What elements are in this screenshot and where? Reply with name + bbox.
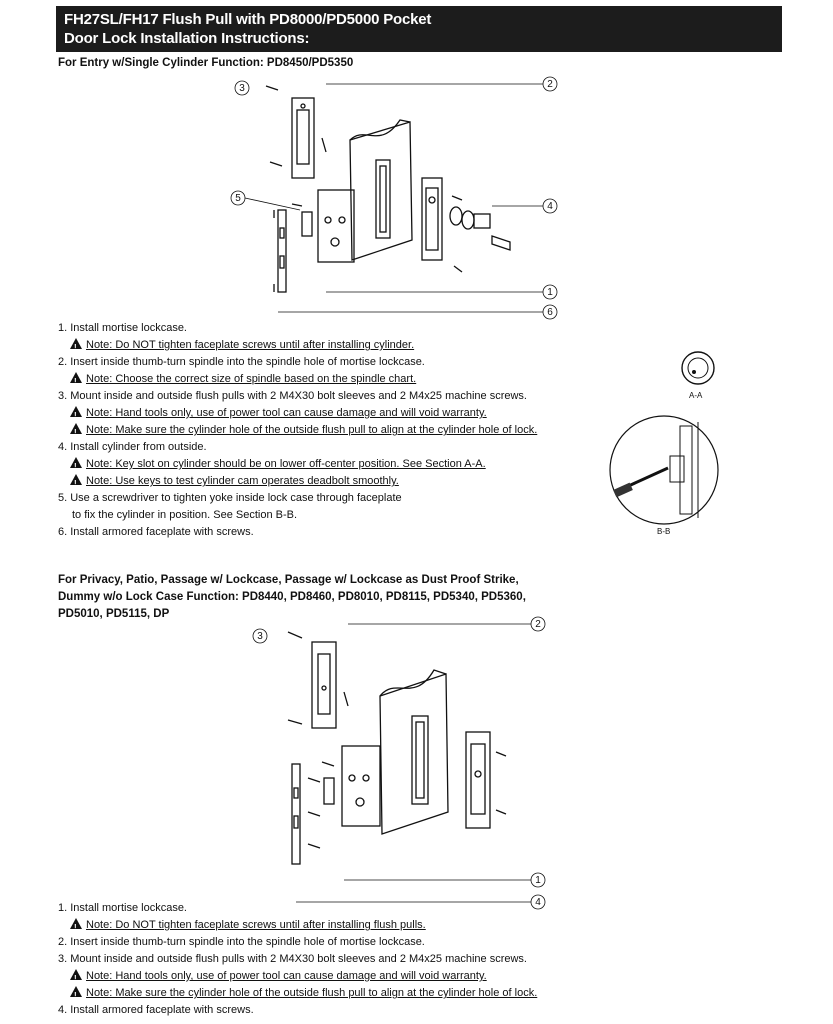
s2-callout-2: 2: [535, 619, 541, 630]
callout-6: 6: [547, 307, 553, 318]
warning-icon: [70, 918, 82, 929]
warning-icon: [70, 474, 82, 485]
section1-steps: [58, 320, 618, 540]
section1-exploded-diagram: [230, 70, 570, 320]
title-line-1: FH27SL/FH17 Flush Pull with PD8000/PD5000 Pocket: [64, 11, 432, 28]
callout-5: 5: [235, 193, 241, 204]
s1-step-6: 6. Install armored faceplate with screws.: [58, 526, 254, 538]
s1-note-1: !Note: Do NOT tighten faceplate screws until after installing cylinder.: [70, 337, 414, 354]
s2-step-1: 1. Install mortise lockcase.: [58, 902, 187, 914]
warning-icon: [70, 406, 82, 417]
s1-step-5: 5. Use a screwdriver to tighten yoke inside lock case through faceplate: [58, 492, 402, 504]
warning-icon: [70, 423, 82, 434]
warning-icon: [70, 457, 82, 468]
section2-title-line-1: For Privacy, Patio, Passage w/ Lockcase, Passage w/ Lockcase as Dust Proof Strike,: [58, 574, 519, 586]
section2-title-line-3: PD5010, PD5115, DP: [58, 608, 170, 620]
warning-icon: [70, 372, 82, 383]
s1-step-2: 2. Insert inside thumb-turn spindle into the spindle hole of mortise lockcase.: [58, 356, 425, 368]
s1-step-5-cont: to fix the cylinder in position. See Section B-B.: [72, 509, 298, 521]
s1-step-1: 1. Install mortise lockcase.: [58, 322, 187, 334]
s2-note-2: !Note: Hand tools only, use of power tool can cause damage and will void warranty.: [70, 968, 487, 985]
s2-step-3: 3. Mount inside and outside flush pulls with 2 M4X30 bolt sleeves and 2 M4x25 machine screws.: [58, 953, 527, 965]
callout-4: 4: [547, 201, 553, 212]
s1-note-4: !Note: Make sure the cylinder hole of the outside flush pull to align at the cylinder hole of lock.: [70, 422, 537, 439]
section-bb-diagram: [606, 412, 722, 528]
s2-callout-1: 1: [535, 875, 541, 886]
warning-icon: [70, 986, 82, 997]
callout-1: 1: [547, 287, 553, 298]
section2-steps: [58, 900, 638, 1020]
s1-step-3: 3. Mount inside and outside flush pulls with 2 M4X30 bolt sleeves and 2 M4x25 machine screws.: [58, 390, 527, 402]
callout-3: 3: [239, 83, 245, 94]
s2-step-4: 4. Install armored faceplate with screws.: [58, 1004, 254, 1016]
s2-callout-3: 3: [257, 631, 263, 642]
s2-step-2: 2. Insert inside thumb-turn spindle into the spindle hole of mortise lockcase.: [58, 936, 425, 948]
s1-note-5: !Note: Key slot on cylinder should be on lower off-center position. See Section A-A.: [70, 456, 486, 473]
s1-note-2: !Note: Choose the correct size of spindle based on the spindle chart.: [70, 371, 416, 388]
s1-note-3: !Note: Hand tools only, use of power tool can cause damage and will void warranty.: [70, 405, 487, 422]
callout-2: 2: [547, 79, 553, 90]
section-aa-label: A-A: [689, 391, 703, 400]
warning-icon: [70, 338, 82, 349]
warning-icon: [70, 969, 82, 980]
s1-step-4: 4. Install cylinder from outside.: [58, 441, 207, 453]
s2-callout-4: 4: [535, 897, 541, 908]
section-aa-diagram: [678, 348, 718, 388]
section2-title-line-2: Dummy w/o Lock Case Function: PD8440, PD8460, PD8010, PD8115, PD5340, PD5360,: [58, 591, 526, 603]
s2-note-3: !Note: Make sure the cylinder hole of the outside flush pull to align at the cylinder hole of lock.: [70, 985, 537, 1002]
section-bb-label: B-B: [657, 527, 671, 536]
section2-exploded-diagram: [248, 612, 558, 912]
section1-title: For Entry w/Single Cylinder Function: PD8450/PD5350: [58, 57, 354, 69]
s1-note-6: !Note: Use keys to test cylinder cam operates deadbolt smoothly.: [70, 473, 399, 490]
s2-note-1: !Note: Do NOT tighten faceplate screws until after installing flush pulls.: [70, 917, 426, 934]
header-banner: [56, 6, 782, 52]
title-line-2: Door Lock Installation Instructions:: [64, 30, 310, 47]
